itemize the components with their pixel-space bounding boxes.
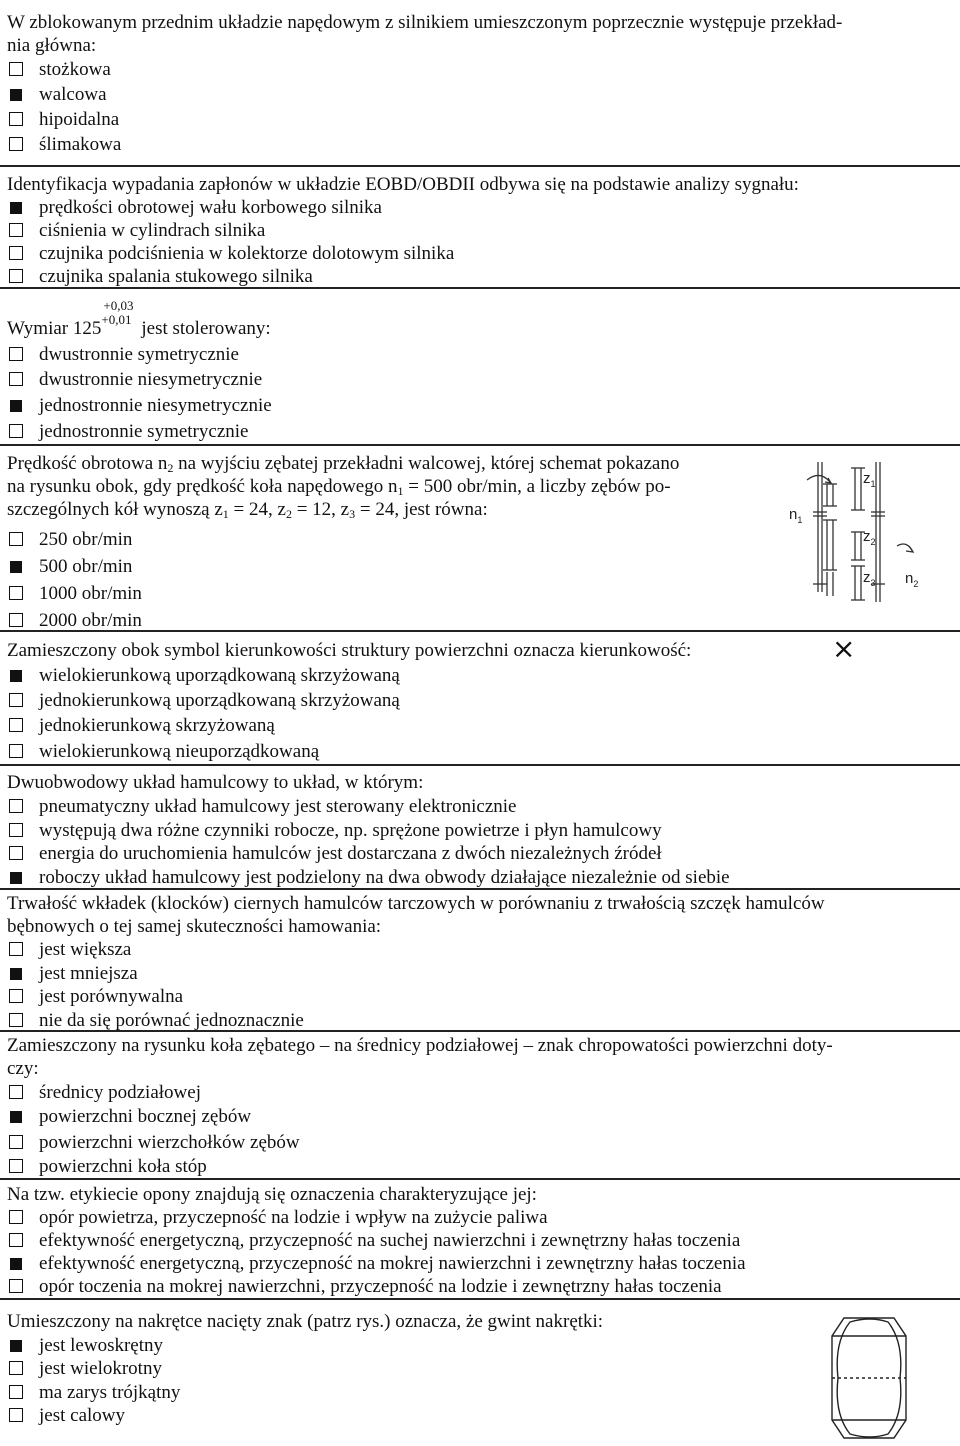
option[interactable]: jednostronnie symetrycznie [9,420,248,443]
checkbox-empty[interactable] [9,1159,23,1173]
option[interactable]: ślimakowa [9,133,121,156]
question-stem: Na tzw. etykiecie opony znajdują się oznaczenia charakteryzujące jej: [7,1184,537,1205]
checkbox-empty[interactable] [9,372,23,386]
checkbox-empty[interactable] [9,693,23,707]
option[interactable]: powierzchni koła stóp [9,1155,207,1178]
label-z1: $z_1$ [863,470,876,489]
option[interactable]: 250 obr/min [9,528,132,551]
option[interactable]: walcowa [9,83,107,106]
checkbox-empty[interactable] [9,532,23,546]
option[interactable]: powierzchni wierzchołków zębów [9,1131,300,1154]
question-8 [0,1030,960,1178]
question-stem: Wymiar 125 +0,03 +0,01 jest stolerowany: [7,298,271,339]
question-9 [0,1178,960,1298]
question-stem: W zblokowanym przednim układzie napędowym z silnikiem umieszczonym poprzecznie występuje przekład- nia główna: [7,12,843,56]
checkbox-filled[interactable] [10,968,22,980]
option[interactable]: 1000 obr/min [9,582,142,605]
label-n2: $n_2$ [905,570,919,589]
nut-diagram [820,1312,920,1444]
question-5 [0,630,960,764]
checkbox-empty[interactable] [9,744,23,758]
checkbox-empty[interactable] [9,1385,23,1399]
checkbox-empty[interactable] [9,1408,23,1422]
cross-directionality-symbol: × [832,632,856,665]
option[interactable]: jednokierunkową uporządkowaną skrzyżowaną [9,689,400,712]
checkbox-filled[interactable] [10,89,22,101]
checkbox-empty[interactable] [9,137,23,151]
label-z3: $z_3$ [863,569,876,588]
question-3 [0,287,960,444]
question-7 [0,888,960,1030]
checkbox-empty[interactable] [9,942,23,956]
question-stem: Dwuobwodowy układ hamulcowy to układ, w którym: [7,772,424,793]
option[interactable]: prędkości obrotowej wału korbowego silnika [9,196,382,219]
option[interactable]: energia do uruchomienia hamulców jest dostarczana z dwóch niezależnych źródeł [9,842,662,865]
option[interactable]: efektywność energetyczną, przyczepność na suchej nawierzchni i zewnętrzny hałas toczenia [9,1229,740,1252]
checkbox-empty[interactable] [9,347,23,361]
option[interactable]: jednokierunkową skrzyżowaną [9,714,275,737]
checkbox-empty[interactable] [9,718,23,732]
question-stem: Prędkość obrotowa $n_2$ na wyjściu zębatej przekładni walcowej, której schemat pokazano na rysunku obok, gdy prędkość koła napędowego $n_1 = 500$ obr/min, a liczby zębów po- szczególnych kół wynoszą $z_1 = 24$, $z_2 = 12$, $z_3 = 24$, jest równa: [7,453,680,521]
question-stem: Trwałość wkładek (klocków) ciernych hamulców tarczowych w porównaniu z trwałością szczęk hamulców bębnowych o tej samej skuteczności hamowania: [7,893,825,937]
question-stem: Zamieszczony na rysunku koła zębatego – na średnicy podziałowej – znak chropowatości powierzchni doty- czy: [7,1035,833,1079]
checkbox-empty[interactable] [9,586,23,600]
option[interactable]: efektywność energetyczną, przyczepność na mokrej nawierzchni i zewnętrzny hałas toczenia [9,1252,746,1275]
option[interactable]: 2000 obr/min [9,609,142,632]
option[interactable]: jest calowy [9,1404,125,1427]
option[interactable]: jest mniejsza [9,962,138,985]
option[interactable]: stożkowa [9,58,111,81]
checkbox-filled[interactable] [10,202,22,214]
checkbox-empty[interactable] [9,62,23,76]
option[interactable]: czujnika spalania stukowego silnika [9,265,313,288]
option[interactable]: dwustronnie niesymetrycznie [9,368,262,391]
option[interactable]: jest lewoskrętny [9,1334,163,1357]
question-10 [0,1298,960,1446]
option[interactable]: nie da się porównać jednoznacznie [9,1009,304,1032]
option[interactable]: średnicy podziałowej [9,1081,201,1104]
question-6 [0,764,960,888]
question-1 [0,0,960,165]
option[interactable]: ciśnienia w cylindrach silnika [9,219,265,242]
checkbox-empty[interactable] [9,823,23,837]
checkbox-empty[interactable] [9,1013,23,1027]
question-stem: Umieszczony na nakrętce nacięty znak (patrz rys.) oznacza, że gwint nakrętki: [7,1311,604,1332]
question-stem: Zamieszczony obok symbol kierunkowości struktury powierzchni oznacza kierunkowość: [7,640,692,661]
option[interactable]: opór powietrza, przyczepność na lodzie i wpływ na zużycie paliwa [9,1206,548,1229]
option[interactable]: wielokierunkową nieuporządkowaną [9,740,319,763]
question-4 [0,444,960,630]
option[interactable]: czujnika podciśnienia w kolektorze dolotowym silnika [9,242,454,265]
checkbox-empty[interactable] [9,1210,23,1224]
label-z2: $z_2$ [863,528,876,547]
label-n1: $n_1$ [789,506,803,525]
checkbox-empty[interactable] [9,1361,23,1375]
option[interactable]: pneumatyczny układ hamulcowy jest sterowany elektronicznie [9,795,516,818]
option[interactable]: jest wielokrotny [9,1357,162,1380]
checkbox-empty[interactable] [9,269,23,283]
checkbox-empty[interactable] [9,246,23,260]
question-stem: Identyfikacja wypadania zapłonów w układzie EOBD/OBDII odbywa się na podstawie analizy sygnału: [7,174,799,195]
option[interactable]: wielokierunkową uporządkowaną skrzyżowaną [9,664,400,687]
option[interactable]: występują dwa różne czynniki robocze, np. sprężone powietrze i płyn hamulcowy [9,819,662,842]
checkbox-empty[interactable] [9,989,23,1003]
checkbox-filled[interactable] [10,1258,22,1270]
checkbox-empty[interactable] [9,1279,23,1293]
checkbox-filled[interactable] [10,561,22,573]
checkbox-empty[interactable] [9,1085,23,1099]
option[interactable]: jest porównywalna [9,985,183,1008]
option[interactable]: hipoidalna [9,108,119,131]
option[interactable]: dwustronnie symetrycznie [9,343,239,366]
checkbox-empty[interactable] [9,799,23,813]
option[interactable]: jednostronnie niesymetrycznie [9,394,272,417]
checkbox-filled[interactable] [10,400,22,412]
option[interactable]: 500 obr/min [9,555,132,578]
gear-train-diagram [785,460,955,605]
checkbox-empty[interactable] [9,112,23,126]
tolerance: +0,03 +0,01 [101,298,134,327]
checkbox-empty[interactable] [9,846,23,860]
option[interactable]: powierzchni bocznej zębów [9,1105,251,1128]
option[interactable]: jest większa [9,938,131,961]
checkbox-empty[interactable] [9,1135,23,1149]
checkbox-filled[interactable] [10,872,22,884]
checkbox-empty[interactable] [9,1233,23,1247]
checkbox-empty[interactable] [9,424,23,438]
checkbox-filled[interactable] [10,1340,22,1352]
question-2 [0,165,960,287]
option[interactable]: opór toczenia na mokrej nawierzchni, przyczepność na lodzie i zewnętrzny hałas toczenia [9,1275,722,1298]
checkbox-filled[interactable] [10,670,22,682]
checkbox-empty[interactable] [9,223,23,237]
option[interactable]: ma zarys trójkątny [9,1381,180,1404]
option[interactable]: roboczy układ hamulcowy jest podzielony na dwa obwody działające niezależnie od siebie [9,866,730,889]
checkbox-filled[interactable] [10,1111,22,1123]
checkbox-empty[interactable] [9,613,23,627]
